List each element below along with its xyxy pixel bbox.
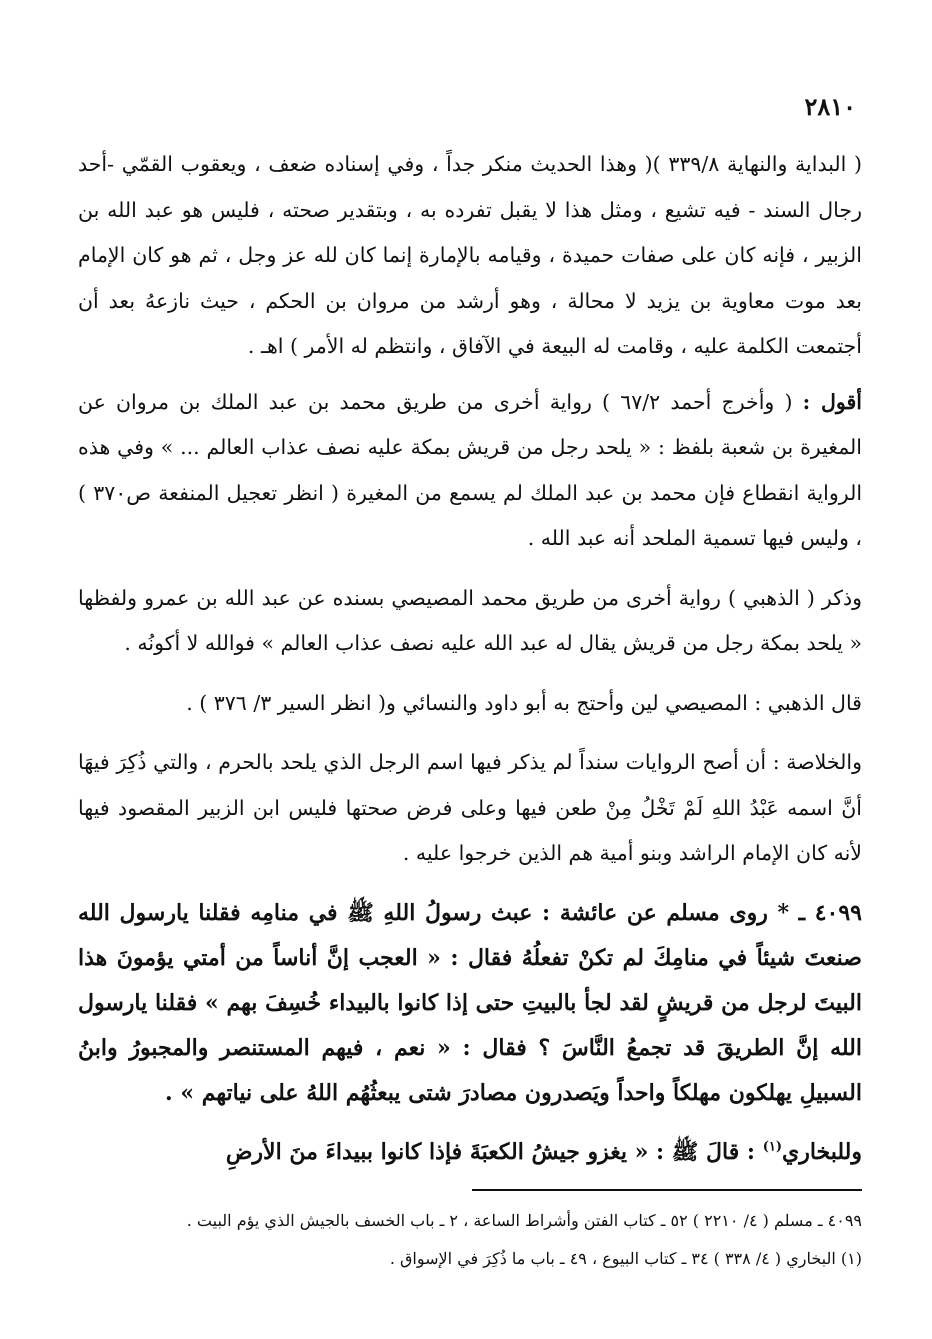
paragraph-lead: أقول : — [802, 389, 862, 414]
footnote-muslim: ٤٠٩٩ ـ مسلم ( ٤/ ٢٢١٠ ) ٥٢ ـ كتاب الفتن وأشراط الساعة ، ٢ ـ باب الخسف بالجيش الذي يؤم البيت . — [186, 1210, 862, 1230]
paragraph-conclusion — [78, 740, 862, 877]
paragraph-dhahabi-narration — [78, 576, 862, 667]
hadith-4099 — [78, 891, 862, 1116]
hadith-text: روى مسلم عن عائشة : عبث رسولُ اللهِ ﷺ في منامِه فقلنا يارسول الله صنعتَ شيئاً في منامِكَ لم تكنْ تفعلُهُ فقال : « العجب إنَّ أناساً من أمتي يؤمونَ هذا البيتَ لرجل من قريشٍ لقد لجأ بالبيتِ حتى إذا كانوا بالبيداء خُسِفَ بهم » فقلنا يارسول الله إنَّ الطريقَ قد تجمعُ النَّاسَ ؟ فقال : « نعم ، فيهم المستنصر والمجبورُ وابنُ السبيلِ يهلكون مهلكاً واحداً ويَصدرون مصادرَ شتى يبعثُهُم اللهُ على نياتهم » . — [78, 899, 862, 1106]
bukhari-lead: وللبخاري — [782, 1138, 862, 1165]
paragraph-text: والخلاصة : أن أصح الروايات سنداً لم يذكر فيها اسم الرجل الذي يلحد بالحرم ، والتي ذُكِرَ فيهَا أنَّ اسمه عَبْدُ اللهِ لَمْ تَخْلُ مِنْ طعن فيها وعلى فرض صحتها فليس ابن الزبير المقصود فيها لأنه كان الإمام الراشد وبنو أمية هم الذين خرجوا عليه . — [78, 750, 862, 865]
paragraph-dhahabi-grading — [78, 681, 862, 727]
page-body — [78, 142, 862, 1277]
paragraph-text: ( البداية والنهاية ٣٣٩/٨ )( وهذا الحديث منكر جداً ، وفي إسناده ضعف ، ويعقوب القمّي -أحد رجال السند - فيه تشيع ، ومثل هذا لا يقبل تفرده به ، وبتقدير صحته ، فليس هو عبد الله بن الزبير ، فإنه كان على صفات حميدة ، وقيامه بالإمارة إنما كان لله عز وجل ، ثم هو كان الإمام بعد موت معاوية بن يزيد لا محالة ، وهو أرشد من مروان بن الحكم ، حيث نازعهُ بعد أن أجتمعت الكلمة عليه ، وقامت له البيعة في الآفاق ، وانتظم له الأمر ) اهـ . — [78, 152, 863, 358]
paragraph-aqool — [78, 380, 862, 562]
hadith-bukhari — [78, 1130, 862, 1175]
page-number: ٢٨١٠ — [804, 92, 856, 121]
paragraph-text: قال الذهبي : المصيصي لين وأحتج به أبو داود والنسائي و( انظر السير ٣/ ٣٧٦ ) . — [186, 690, 862, 715]
paragraph-text: وذكر ( الذهبي ) رواية أخرى من طريق محمد المصيصي بسنده عن عبد الله بن عمرو ولفظها « يلحد بمكة رجل من قريش يقال له عبد الله عليه نصف عذاب العالم » فوالله لا أكونُه . — [78, 585, 862, 655]
footnote-divider — [472, 1189, 862, 1191]
hadith-number: ٤٠٩٩ ـ * — [777, 899, 862, 926]
footnote-bukhari: (١) البخاري ( ٤/ ٣٣٨ ) ٣٤ ـ كتاب البيوع ، ٤٩ ـ باب ما ذُكِرَ في الإسواق . — [389, 1248, 862, 1268]
bukhari-text: : قالَ ﷺ : « يغزو جيشُ الكعبَةَ فإذا كانوا ببيداءَ منَ الأرضِ — [225, 1138, 763, 1165]
paragraph-bidaya-quote — [78, 142, 862, 370]
footnotes — [78, 1203, 862, 1277]
paragraph-text: ( وأخرج أحمد ٦٧/٢ ) رواية أخرى من طريق محمد بن عبد الملك بن مروان عن المغيرة بن شعبة بلفظ : « يلحد رجل من قريش بمكة عليه نصف عذاب العالم ... » وفي هذه الرواية انقطاع فإن محمد بن عبد الملك لم يسمع من المغيرة ( انظر تعجيل المنفعة ص٣٧٠ ) ، وليس فيها تسمية الملحد أنه عبد الله . — [78, 389, 863, 550]
footnote-ref: (١) — [762, 1139, 782, 1155]
